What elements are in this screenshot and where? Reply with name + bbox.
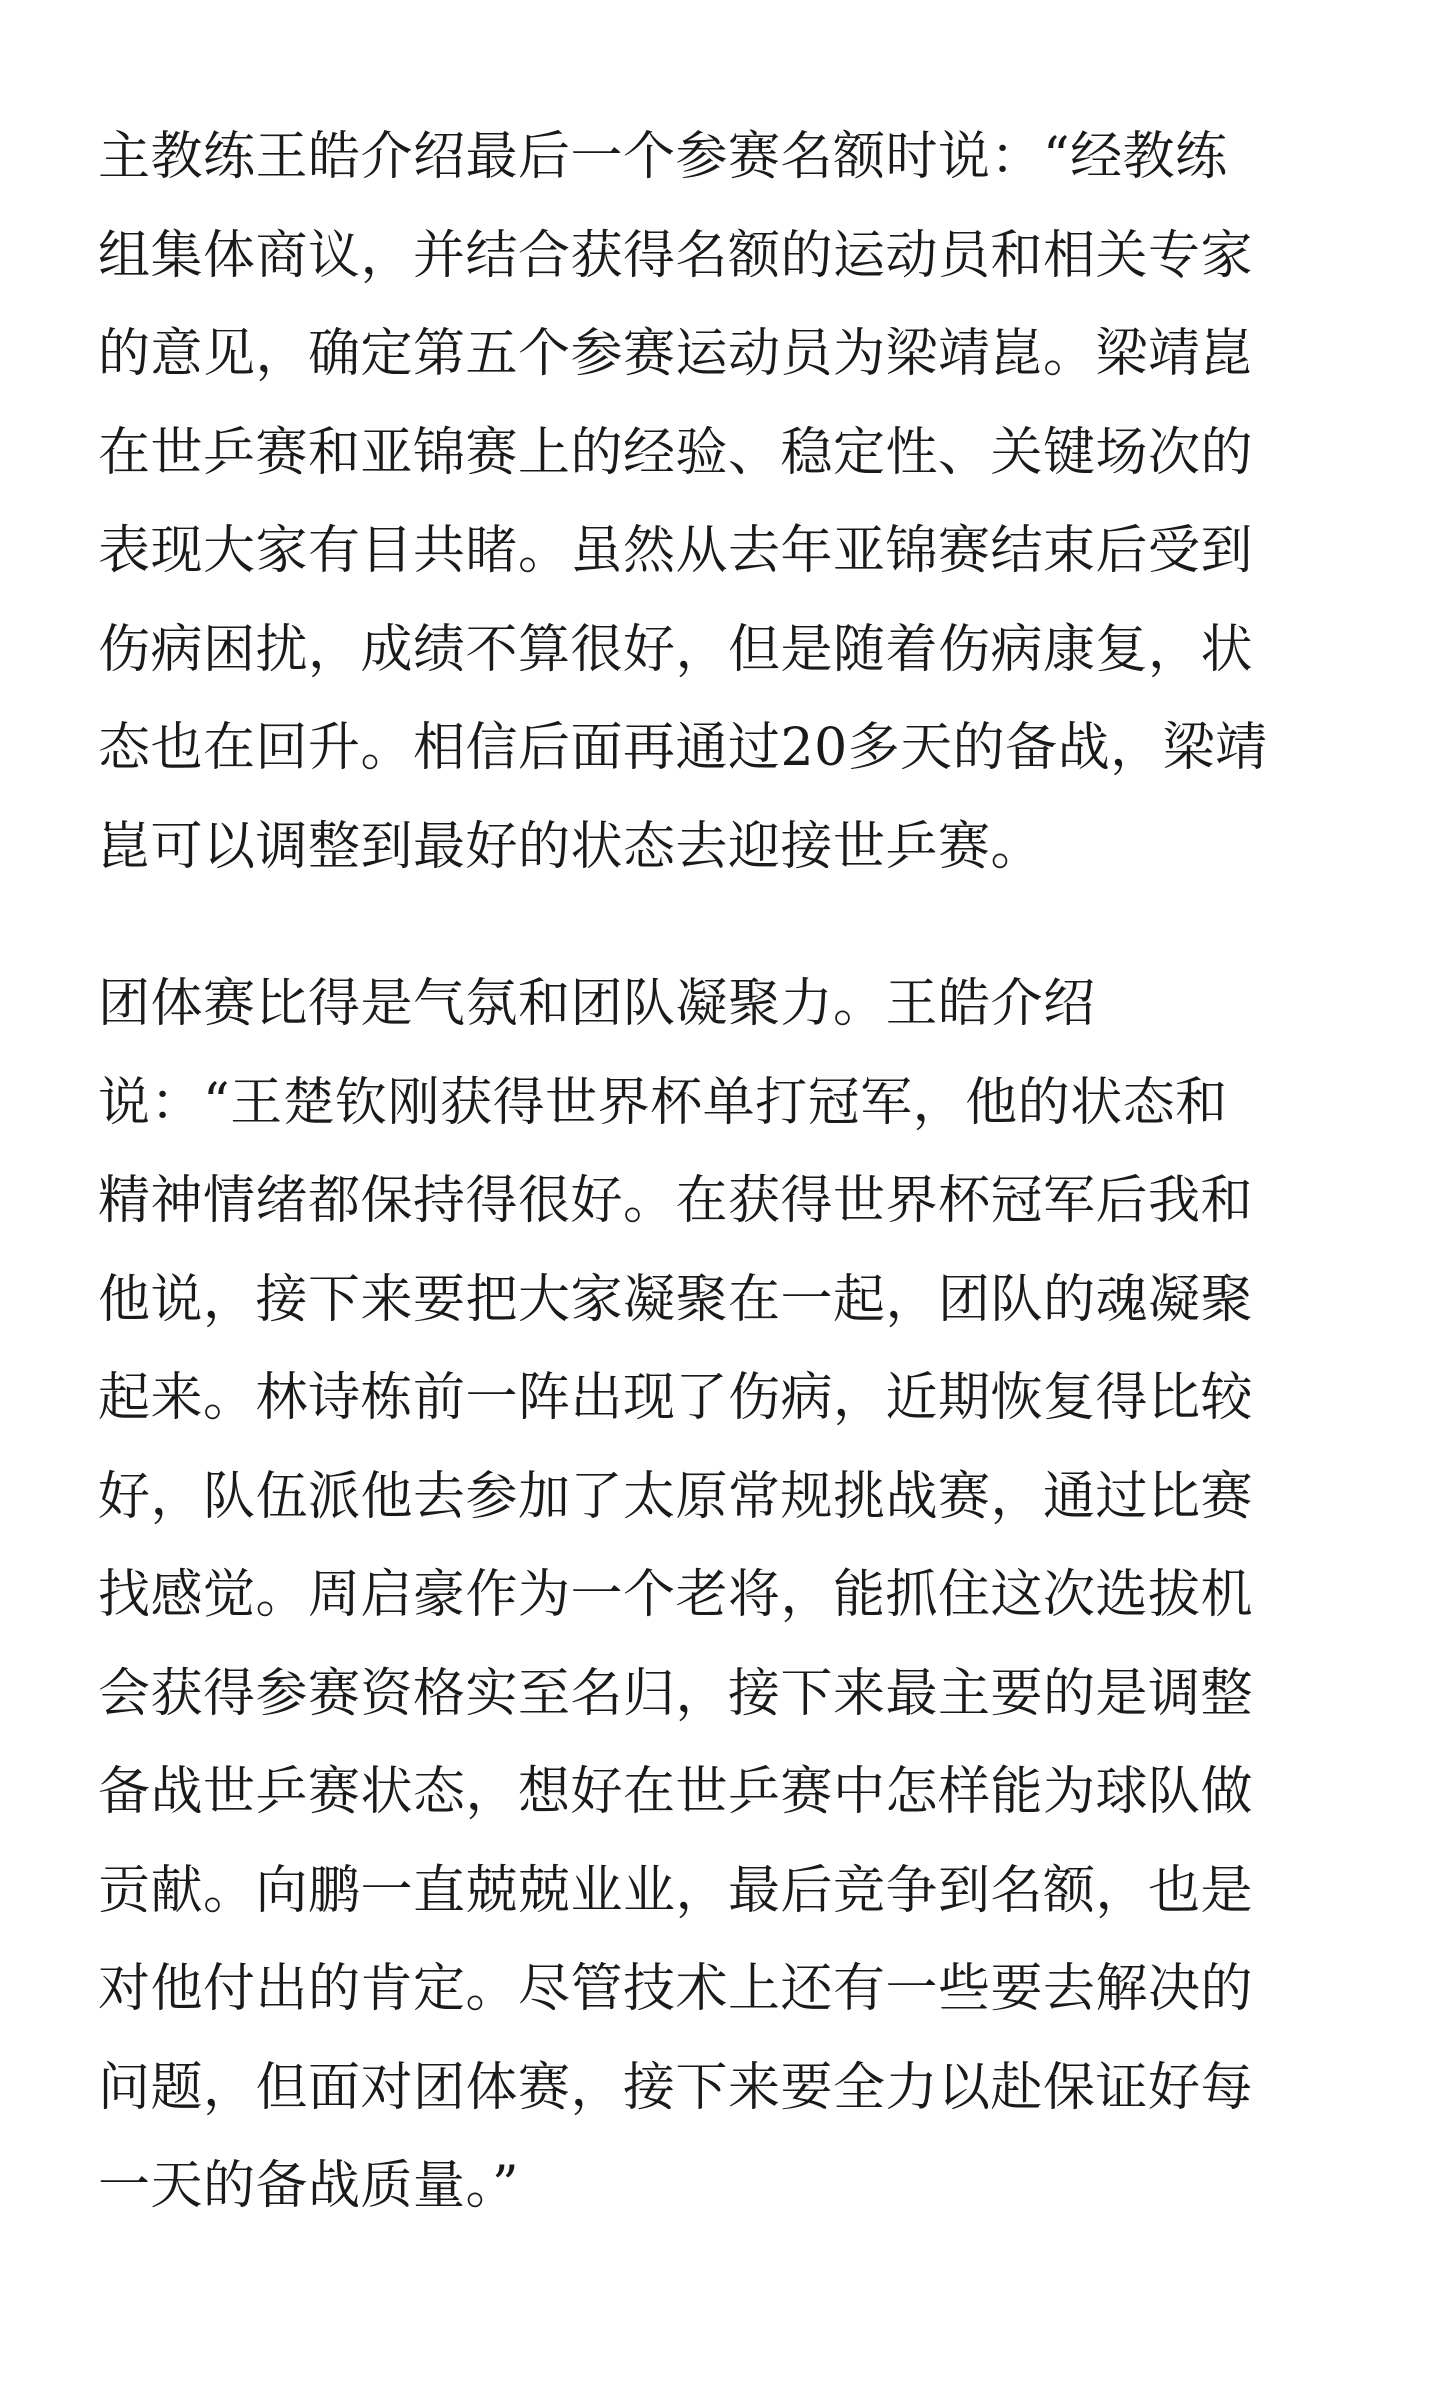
text-line: 组集体商议，并结合获得名额的运动员和相关专家: [98, 225, 1254, 286]
text-line: 找感觉。周启豪作为一个老将，能抓住这次选拔机: [98, 1565, 1254, 1625]
text-line: 贡献。向鹏一直兢兢业业，最后竞争到名额，也是: [98, 1860, 1254, 1921]
text-line: 他说，接下来要把大家凝聚在一起，团队的魂凝聚: [98, 1269, 1254, 1330]
text-line: 说：“王楚钦刚获得世界杯单打冠军，他的状态和: [98, 1072, 1228, 1133]
text-line: 问题，但面对团体赛，接下来要全力以赴保证好每: [98, 2057, 1254, 2118]
text-line: 主教练王皓介绍最后一个参赛名额时说：“经教练: [98, 127, 1228, 187]
text-line: 伤病困扰，成绩不算很好，但是随着伤病康复，状: [98, 619, 1254, 680]
text-line: 的意见，确定第五个参赛运动员为梁靖崑。梁靖崑: [98, 324, 1254, 384]
text-line: 一天的备战质量。”: [98, 2156, 520, 2216]
text-line: 精神情绪都保持得很好。在获得世界杯冠军后我和: [98, 1171, 1254, 1231]
text-line: 起来。林诗栋前一阵出现了伤病，近期恢复得比较: [98, 1368, 1254, 1428]
paragraph-spacer: [98, 896, 1342, 955]
paragraph-1: [98, 108, 1342, 896]
text-line: 好，队伍派他去参加了太原常规挑战赛，通过比赛: [98, 1466, 1254, 1527]
text-line: 会获得参赛资格实至名归，接下来最主要的是调整: [98, 1663, 1254, 1724]
text-line: 在世乒赛和亚锦赛上的经验、稳定性、关键场次的: [98, 422, 1254, 483]
text-line: 团体赛比得是气氛和团队凝聚力。王皓介绍: [98, 974, 1096, 1034]
article-body: [98, 108, 1342, 2236]
text-line: 对他付出的肯定。尽管技术上还有一些要去解决的: [98, 1959, 1254, 2019]
text-line: 表现大家有目共睹。虽然从去年亚锦赛结束后受到: [98, 521, 1254, 581]
text-line: 崑可以调整到最好的状态去迎接世乒赛。: [98, 816, 1044, 877]
text-line: 态也在回升。相信后面再通过20多天的备战，梁靖: [98, 718, 1268, 778]
paragraph-2: [98, 955, 1342, 2236]
text-line: 备战世乒赛状态，想好在世乒赛中怎样能为球队做: [98, 1762, 1254, 1822]
